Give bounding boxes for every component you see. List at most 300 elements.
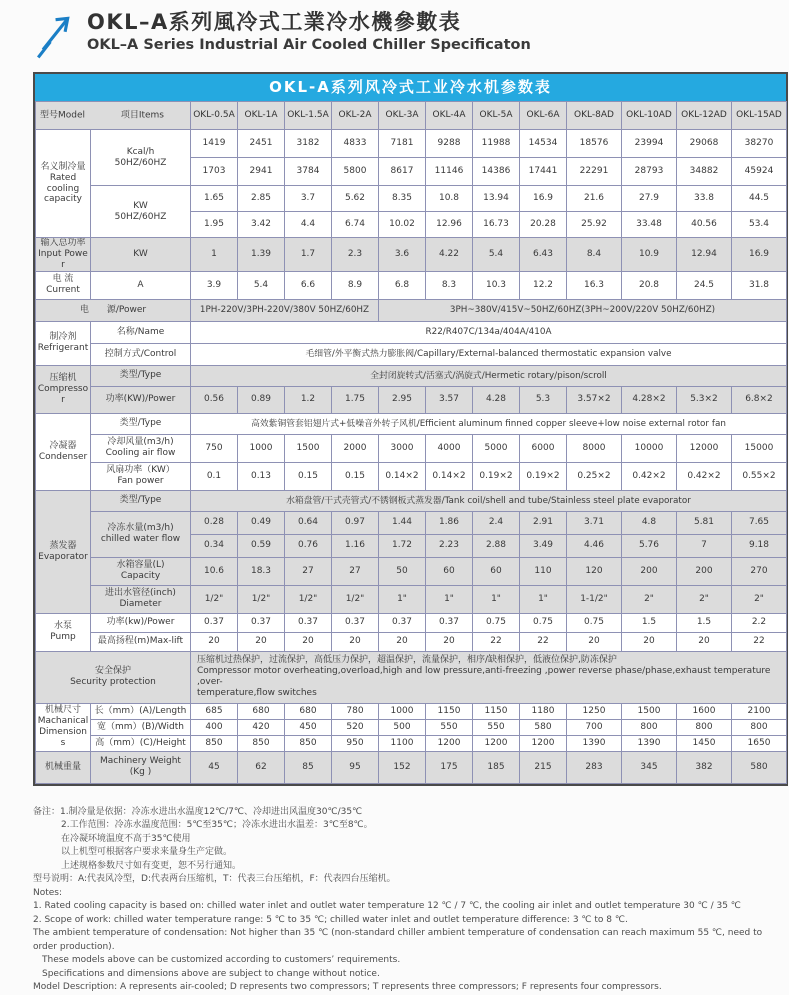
value-cell: 6.43 — [520, 238, 567, 272]
value-cell: 5.81 — [677, 511, 732, 534]
value-cell: 0.13 — [238, 462, 285, 490]
note-line: 在冷凝环境温度不高于35℃使用 — [61, 833, 191, 844]
value-cell: 850 — [285, 735, 332, 751]
value-cell: 1200 — [520, 735, 567, 751]
row-cooling-air-flow — [36, 434, 787, 462]
row-capacity-kw-50hz — [36, 186, 787, 212]
compressor-type-value: 全封闭旋转式/活塞式/涡旋式/Hermetic rotary/pison/scroll — [191, 365, 787, 386]
value-cell: 283 — [567, 751, 622, 783]
value-cell: 700 — [567, 719, 622, 735]
value-cell: 27.9 — [622, 186, 677, 212]
value-cell: 0.75 — [473, 613, 520, 632]
value-cell: 0.25×2 — [567, 462, 622, 490]
value-cell: 2.3 — [332, 238, 379, 272]
value-cell: 120 — [567, 557, 622, 585]
value-cell: 45924 — [732, 158, 787, 186]
value-cell: 0.37 — [238, 613, 285, 632]
value-cell: 8000 — [567, 434, 622, 462]
value-cell: 0.64 — [285, 511, 332, 534]
item-refrigerant-name: 名称/Name — [91, 321, 191, 343]
refrigerant-name-value: R22/R407C/134a/404A/410A — [191, 321, 787, 343]
value-cell: 7.65 — [732, 511, 787, 534]
model-column-header: OKL-10AD — [622, 102, 677, 130]
value-cell: 3.42 — [238, 212, 285, 238]
value-cell: 1.65 — [191, 186, 238, 212]
model-column-header: OKL-6A — [520, 102, 567, 130]
row-condenser-type — [36, 413, 787, 434]
value-cell: 580 — [520, 719, 567, 735]
value-cell: 4.28 — [473, 386, 520, 413]
item-cooling-air-flow: 冷却风量(m3/h) Cooling air flow — [91, 434, 191, 462]
value-cell: 12.2 — [520, 271, 567, 299]
value-cell: 0.14×2 — [379, 462, 426, 490]
value-cell: 95 — [332, 751, 379, 783]
value-cell: 11146 — [426, 158, 473, 186]
refrigerant-control-value: 毛细管/外平衡式热力膨胀阀/Capillary/External-balanced thermostatic expansion valve — [191, 343, 787, 365]
value-cell: 3.9 — [191, 271, 238, 299]
value-cell: 6.8 — [379, 271, 426, 299]
value-cell: 2" — [622, 585, 677, 613]
note-line: Notes: — [33, 887, 63, 898]
value-cell: 0.15 — [285, 462, 332, 490]
value-cell: 3784 — [285, 158, 332, 186]
value-cell: 8617 — [379, 158, 426, 186]
value-cell: 5.4 — [473, 238, 520, 272]
value-cell: 0.42×2 — [622, 462, 677, 490]
value-cell: 4.28×2 — [622, 386, 677, 413]
model-column-header: OKL-12AD — [677, 102, 732, 130]
group-rated-cooling-capacity: 名义制冷量 Rated cooling capacity — [36, 130, 91, 238]
value-cell: 38270 — [732, 130, 787, 158]
group-mechanical-dimensions: 机械尺寸 Machanical Dimensions — [36, 703, 91, 751]
note-line: Specifications and dimensions above are subject to change without notice. — [42, 968, 380, 979]
value-cell: 20.28 — [520, 212, 567, 238]
group-power-supply: 电 源/Power — [36, 299, 191, 321]
group-evaporator: 蒸发器 Evaporator — [36, 490, 91, 613]
value-cell: 3.57×2 — [567, 386, 622, 413]
value-cell: 1000 — [238, 434, 285, 462]
value-cell: 17441 — [520, 158, 567, 186]
row-model-header — [36, 102, 787, 130]
value-cell: 152 — [379, 751, 426, 783]
value-cell: 10.6 — [191, 557, 238, 585]
value-cell: 12.96 — [426, 212, 473, 238]
value-cell: 1.5 — [622, 613, 677, 632]
value-cell: 62 — [238, 751, 285, 783]
item-machinery-weight: Machinery Weight (Kg ) — [91, 751, 191, 783]
value-cell: 680 — [285, 703, 332, 719]
item-height: 高（mm）(C)/Height — [91, 735, 191, 751]
value-cell: 20 — [677, 632, 732, 651]
value-cell: 1" — [379, 585, 426, 613]
value-cell: 50 — [379, 557, 426, 585]
value-cell: 16.3 — [567, 271, 622, 299]
row-pipe-diameter — [36, 585, 787, 613]
value-cell: 0.76 — [285, 534, 332, 557]
value-cell: 1200 — [426, 735, 473, 751]
value-cell: 850 — [191, 735, 238, 751]
value-cell: 31.8 — [732, 271, 787, 299]
value-cell: 1.72 — [379, 534, 426, 557]
value-cell: 2" — [732, 585, 787, 613]
value-cell: 16.9 — [732, 238, 787, 272]
value-cell: 680 — [238, 703, 285, 719]
value-cell: 5.62 — [332, 186, 379, 212]
model-column-header: OKL-5A — [473, 102, 520, 130]
group-compressor: 压缩机 Compressor — [36, 365, 91, 413]
value-cell: 400 — [191, 719, 238, 735]
value-cell: 520 — [332, 719, 379, 735]
value-cell: 0.75 — [520, 613, 567, 632]
value-cell: 0.37 — [379, 613, 426, 632]
value-cell: 22 — [473, 632, 520, 651]
note-line: 上述规格参数尺寸如有变更，恕不另行通知。 — [61, 860, 242, 871]
value-cell: 1.75 — [332, 386, 379, 413]
value-cell: 1.5 — [677, 613, 732, 632]
value-cell: 9288 — [426, 130, 473, 158]
value-cell: 33.48 — [622, 212, 677, 238]
value-cell: 2.85 — [238, 186, 285, 212]
value-cell: 0.34 — [191, 534, 238, 557]
value-cell: 20 — [332, 632, 379, 651]
value-cell: 1/2" — [285, 585, 332, 613]
value-cell: 950 — [332, 735, 379, 751]
value-cell: 2.23 — [426, 534, 473, 557]
value-cell: 24.5 — [677, 271, 732, 299]
value-cell: 45 — [191, 751, 238, 783]
value-cell: 850 — [238, 735, 285, 751]
row-power-supply — [36, 299, 787, 321]
model-column-header: OKL-1A — [238, 102, 285, 130]
value-cell: 2451 — [238, 130, 285, 158]
item-compressor-type: 类型/Type — [91, 365, 191, 386]
row-fan-power — [36, 462, 787, 490]
value-cell: 0.37 — [191, 613, 238, 632]
value-cell: 1/2" — [238, 585, 285, 613]
value-cell: 1500 — [285, 434, 332, 462]
row-refrigerant-control — [36, 343, 787, 365]
value-cell: 10.9 — [622, 238, 677, 272]
value-cell: 3182 — [285, 130, 332, 158]
item-ampere-unit: A — [91, 271, 191, 299]
value-cell: 1703 — [191, 158, 238, 186]
value-cell: 9.18 — [732, 534, 787, 557]
value-cell: 1.16 — [332, 534, 379, 557]
row-compressor-type — [36, 365, 787, 386]
value-cell: 14534 — [520, 130, 567, 158]
value-cell: 0.19×2 — [520, 462, 567, 490]
title-block — [87, 8, 531, 55]
value-cell: 6.8×2 — [732, 386, 787, 413]
value-cell: 200 — [677, 557, 732, 585]
page-title-zh: OKL–A系列風冷式工業冷水機參數表 — [87, 10, 462, 34]
row-length — [36, 703, 787, 719]
corner-header-cell — [36, 102, 191, 130]
value-cell: 0.37 — [332, 613, 379, 632]
value-cell: 4833 — [332, 130, 379, 158]
power-supply-single-phase: 1PH-220V/3PH-220V/380V 50HZ/60HZ — [191, 299, 379, 321]
item-fan-power: 风扇功率（KW） Fan power — [91, 462, 191, 490]
value-cell: 18.3 — [238, 557, 285, 585]
value-cell: 11988 — [473, 130, 520, 158]
value-cell: 4000 — [426, 434, 473, 462]
model-column-header: OKL-1.5A — [285, 102, 332, 130]
value-cell: 800 — [677, 719, 732, 735]
value-cell: 1" — [520, 585, 567, 613]
row-refrigerant-name — [36, 321, 787, 343]
value-cell: 5.3×2 — [677, 386, 732, 413]
value-cell: 5800 — [332, 158, 379, 186]
value-cell: 550 — [473, 719, 520, 735]
value-cell: 1" — [473, 585, 520, 613]
value-cell: 185 — [473, 751, 520, 783]
security-protection-value: 压缩机过热保护，过流保护，高低压力保护，超温保护，流量保护，相序/缺相保护，低液位保护,防冻保护 Compressor motor overheating,overload,high and low pressure,anti-freezing ,power reverse phase/phase,exhaust temperature ,over- temperature,flow switches — [191, 651, 787, 703]
value-cell: 4.4 — [285, 212, 332, 238]
spec-table — [35, 101, 787, 784]
item-width: 宽（mm）(B)/Width — [91, 719, 191, 735]
note-line: 以上机型可根据客户要求来量身生产定做。 — [61, 847, 233, 858]
value-cell: 2" — [677, 585, 732, 613]
power-supply-three-phase: 3PH~380V/415V~50HZ/60HZ(3PH~200V/220V 50HZ/60HZ) — [379, 299, 787, 321]
group-refrigerant: 制冷剂 Refrigerant — [36, 321, 91, 365]
row-pump-max-lift — [36, 632, 787, 651]
value-cell: 1150 — [426, 703, 473, 719]
value-cell: 200 — [622, 557, 677, 585]
value-cell: 780 — [332, 703, 379, 719]
row-tank-capacity — [36, 557, 787, 585]
value-cell: 2.91 — [520, 511, 567, 534]
value-cell: 20 — [285, 632, 332, 651]
value-cell: 6000 — [520, 434, 567, 462]
value-cell: 5.4 — [238, 271, 285, 299]
value-cell: 4.22 — [426, 238, 473, 272]
group-pump: 水泵 Pump — [36, 613, 91, 651]
value-cell: 800 — [732, 719, 787, 735]
value-cell: 60 — [426, 557, 473, 585]
value-cell: 420 — [238, 719, 285, 735]
value-cell: 5000 — [473, 434, 520, 462]
corner-model-label: 型号Model — [40, 110, 86, 121]
value-cell: 20 — [622, 632, 677, 651]
item-compressor-power: 功率(KW)/Power — [91, 386, 191, 413]
value-cell: 1.39 — [238, 238, 285, 272]
value-cell: 10000 — [622, 434, 677, 462]
value-cell: 20 — [191, 632, 238, 651]
row-compressor-power — [36, 386, 787, 413]
value-cell: 5.3 — [520, 386, 567, 413]
value-cell: 6.6 — [285, 271, 332, 299]
note-line: Model Description: A represents air-cooled; D represents two compressors; T represents three compressors; F represents four compressors. — [33, 982, 662, 993]
corner-items-label: 项目Items — [120, 110, 164, 121]
group-current: 电 流 Current — [36, 271, 91, 299]
value-cell: 1250 — [567, 703, 622, 719]
value-cell: 1500 — [622, 703, 677, 719]
value-cell: 0.56 — [191, 386, 238, 413]
value-cell: 1150 — [473, 703, 520, 719]
value-cell: 7181 — [379, 130, 426, 158]
value-cell: 1419 — [191, 130, 238, 158]
value-cell: 1.44 — [379, 511, 426, 534]
value-cell: 27 — [332, 557, 379, 585]
page-title-en: OKL–A Series Industrial Air Cooled Chiller Specificaton — [87, 37, 531, 53]
value-cell: 33.8 — [677, 186, 732, 212]
value-cell: 16.73 — [473, 212, 520, 238]
value-cell: 8.9 — [332, 271, 379, 299]
value-cell: 25.92 — [567, 212, 622, 238]
value-cell: 1.2 — [285, 386, 332, 413]
value-cell: 10.02 — [379, 212, 426, 238]
value-cell: 450 — [285, 719, 332, 735]
value-cell: 1200 — [473, 735, 520, 751]
value-cell: 215 — [520, 751, 567, 783]
note-line: These models above can be customized according to customers’ requirements. — [42, 955, 401, 966]
value-cell: 1.95 — [191, 212, 238, 238]
value-cell: 0.37 — [426, 613, 473, 632]
value-cell: 8.4 — [567, 238, 622, 272]
item-refrigerant-control: 控制方式/Control — [91, 343, 191, 365]
value-cell: 2000 — [332, 434, 379, 462]
model-column-header: OKL-4A — [426, 102, 473, 130]
value-cell: 0.37 — [285, 613, 332, 632]
value-cell: 1/2" — [191, 585, 238, 613]
note-line: 备注：1.制冷量是依据：冷冻水进出水温度12℃/7℃、冷却进出风温度30℃/35℃ — [33, 806, 363, 817]
value-cell: 18576 — [567, 130, 622, 158]
item-tank-capacity: 水箱容量(L) Capacity — [91, 557, 191, 585]
value-cell: 27 — [285, 557, 332, 585]
value-cell: 3.6 — [379, 238, 426, 272]
item-chilled-water-flow: 冷冻水量(m3/h) chilled water flow — [91, 511, 191, 557]
value-cell: 0.49 — [238, 511, 285, 534]
value-cell: 382 — [677, 751, 732, 783]
item-kw-unit: KW — [91, 238, 191, 272]
value-cell: 1-1/2" — [567, 585, 622, 613]
value-cell: 8.35 — [379, 186, 426, 212]
item-length: 长（mm）(A)/Length — [91, 703, 191, 719]
value-cell: 10.3 — [473, 271, 520, 299]
model-column-header: OKL-3A — [379, 102, 426, 130]
value-cell: 1.86 — [426, 511, 473, 534]
value-cell: 1/2" — [332, 585, 379, 613]
spec-table-container — [33, 72, 788, 786]
value-cell: 29068 — [677, 130, 732, 158]
value-cell: 1000 — [379, 703, 426, 719]
value-cell: 5.76 — [622, 534, 677, 557]
value-cell: 3.71 — [567, 511, 622, 534]
group-security-protection: 安全保护 Security protection — [36, 651, 191, 703]
row-security-protection — [36, 651, 787, 703]
value-cell: 20 — [567, 632, 622, 651]
row-capacity-kcal-50hz — [36, 130, 787, 158]
model-column-header: OKL-15AD — [732, 102, 787, 130]
value-cell: 1450 — [677, 735, 732, 751]
value-cell: 175 — [426, 751, 473, 783]
model-column-header: OKL-8AD — [567, 102, 622, 130]
value-cell: 21.6 — [567, 186, 622, 212]
value-cell: 685 — [191, 703, 238, 719]
row-pump-power — [36, 613, 787, 632]
value-cell: 0.59 — [238, 534, 285, 557]
row-current — [36, 271, 787, 299]
row-evaporator-type — [36, 490, 787, 511]
value-cell: 550 — [426, 719, 473, 735]
value-cell: 7 — [677, 534, 732, 557]
value-cell: 34882 — [677, 158, 732, 186]
value-cell: 1.7 — [285, 238, 332, 272]
value-cell: 1" — [426, 585, 473, 613]
value-cell: 14386 — [473, 158, 520, 186]
item-max-lift: 最高扬程(m)Max-lift — [91, 632, 191, 651]
note-line: 1. Rated cooling capacity is based on: chilled water inlet and outlet water temperature 12 ℃ / 7 ℃, the cooling air inlet and outlet temperature 30 ℃ / 35 ℃ — [33, 901, 741, 912]
value-cell: 1 — [191, 238, 238, 272]
value-cell: 22 — [520, 632, 567, 651]
value-cell: 0.42×2 — [677, 462, 732, 490]
value-cell: 22291 — [567, 158, 622, 186]
value-cell: 44.5 — [732, 186, 787, 212]
value-cell: 15000 — [732, 434, 787, 462]
group-input-power: 输入总功率 Input Power — [36, 238, 91, 272]
brand-header — [33, 8, 789, 60]
item-condenser-type: 类型/Type — [91, 413, 191, 434]
value-cell: 53.4 — [732, 212, 787, 238]
value-cell: 0.19×2 — [473, 462, 520, 490]
group-machinery-weight: 机械重量 — [36, 751, 91, 783]
value-cell: 0.28 — [191, 511, 238, 534]
value-cell: 2.95 — [379, 386, 426, 413]
table-title-banner: OKL-A系列风冷式工业冷水机参数表 — [35, 74, 786, 101]
value-cell: 1390 — [622, 735, 677, 751]
value-cell: 0.75 — [567, 613, 622, 632]
value-cell: 800 — [622, 719, 677, 735]
value-cell: 8.3 — [426, 271, 473, 299]
value-cell: 2.2 — [732, 613, 787, 632]
note-line: 2.工作范围：冷冻水温度范围：5℃至35℃；冷冻水进出水温差：3℃至8℃。 — [61, 820, 373, 831]
row-chilled-water-flow-50hz — [36, 511, 787, 534]
row-machinery-weight — [36, 751, 787, 783]
value-cell: 16.9 — [520, 186, 567, 212]
value-cell: 13.94 — [473, 186, 520, 212]
model-column-header: OKL-0.5A — [191, 102, 238, 130]
value-cell: 6.74 — [332, 212, 379, 238]
value-cell: 1600 — [677, 703, 732, 719]
value-cell: 0.89 — [238, 386, 285, 413]
value-cell: 23994 — [622, 130, 677, 158]
value-cell: 40.56 — [677, 212, 732, 238]
value-cell: 500 — [379, 719, 426, 735]
item-kw: KW 50HZ/60HZ — [91, 186, 191, 238]
condenser-type-value: 高效紫铜管套铝翅片式+低噪音外转子风机/Efficient aluminum finned copper sleeve+low noise external rotor fan — [191, 413, 787, 434]
note-line: 型号说明：A:代表风冷型，D:代表两台压缩机，T：代表三台压缩机，F：代表四台压缩机。 — [33, 874, 396, 885]
value-cell: 2.4 — [473, 511, 520, 534]
item-pipe-diameter: 进出水管径(inch) Diameter — [91, 585, 191, 613]
value-cell: 12.94 — [677, 238, 732, 272]
value-cell: 2.88 — [473, 534, 520, 557]
value-cell: 750 — [191, 434, 238, 462]
value-cell: 110 — [520, 557, 567, 585]
value-cell: 20.8 — [622, 271, 677, 299]
value-cell: 3.7 — [285, 186, 332, 212]
notes-section — [33, 806, 773, 995]
value-cell: 20 — [238, 632, 285, 651]
value-cell: 1180 — [520, 703, 567, 719]
value-cell: 2100 — [732, 703, 787, 719]
value-cell: 28793 — [622, 158, 677, 186]
value-cell: 12000 — [677, 434, 732, 462]
row-height — [36, 735, 787, 751]
value-cell: 0.55×2 — [732, 462, 787, 490]
value-cell: 0.15 — [332, 462, 379, 490]
value-cell: 20 — [379, 632, 426, 651]
row-width — [36, 719, 787, 735]
